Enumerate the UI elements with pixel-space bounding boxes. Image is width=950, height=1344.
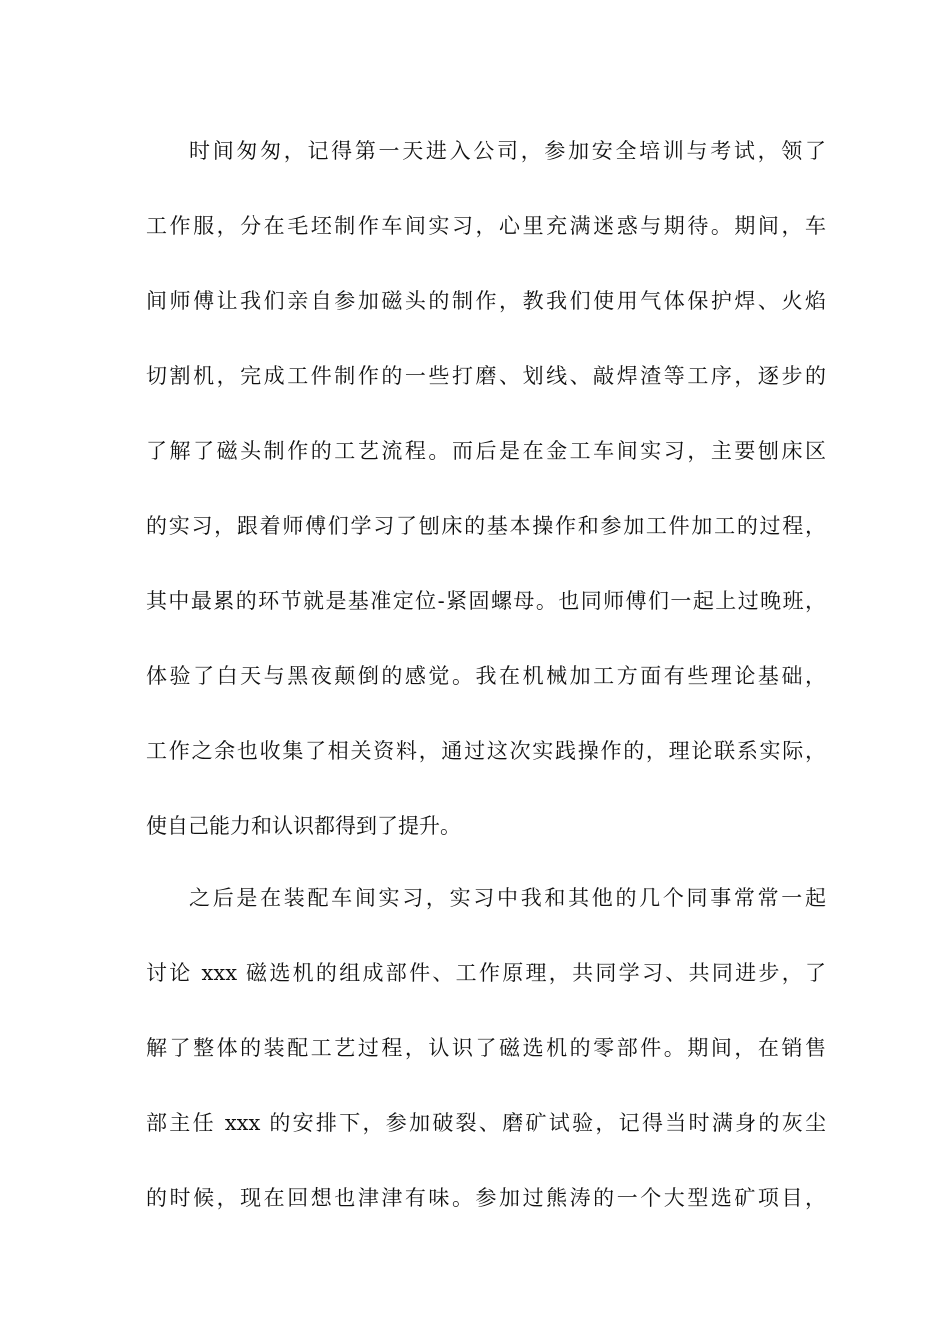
paragraph-1-line-7: 其中最累的环节就是基准定位-紧固螺母。也同师傅们一起上过晚班，	[146, 589, 826, 613]
paragraph-1-line-10: 使自己能力和认识都得到了提升。	[146, 814, 461, 838]
paragraph-1-line-1: 时间匆匆，记得第一天进入公司，参加安全培训与考试，领了	[189, 139, 826, 163]
paragraph-2-line-1: 之后是在装配车间实习，实习中我和其他的几个同事常常一起	[189, 886, 826, 910]
paragraph-1-line-8: 体验了白天与黑夜颠倒的感觉。我在机械加工方面有些理论基础，	[146, 664, 826, 688]
paragraph-1-line-4: 切割机，完成工件制作的一些打磨、划线、敲焊渣等工序，逐步的	[146, 364, 826, 388]
paragraph-2-line-5: 的时候，现在回想也津津有味。参加过熊涛的一个大型选矿项目，	[146, 1186, 826, 1210]
paragraph-1-line-2: 工作服，分在毛坯制作车间实习，心里充满迷惑与期待。期间，车	[146, 214, 826, 238]
paragraph-1-line-3: 间师傅让我们亲自参加磁头的制作，教我们使用气体保护焊、火焰	[146, 289, 826, 313]
paragraph-2-line-4: 部主任 xxx 的安排下，参加破裂、磨矿试验，记得当时满身的灰尘	[146, 1111, 826, 1135]
paragraph-2-line-3: 解了整体的装配工艺过程，认识了磁选机的零部件。期间，在销售	[146, 1036, 826, 1060]
paragraph-1-line-5: 了解了磁头制作的工艺流程。而后是在金工车间实习，主要刨床区	[146, 439, 826, 463]
paragraph-1-line-9: 工作之余也收集了相关资料，通过这次实践操作的，理论联系实际，	[146, 739, 826, 763]
paragraph-2-line-2: 讨论 xxx 磁选机的组成部件、工作原理，共同学习、共同进步，了	[146, 961, 826, 985]
paragraph-1-line-6: 的实习，跟着师傅们学习了刨床的基本操作和参加工件加工的过程，	[146, 514, 826, 538]
